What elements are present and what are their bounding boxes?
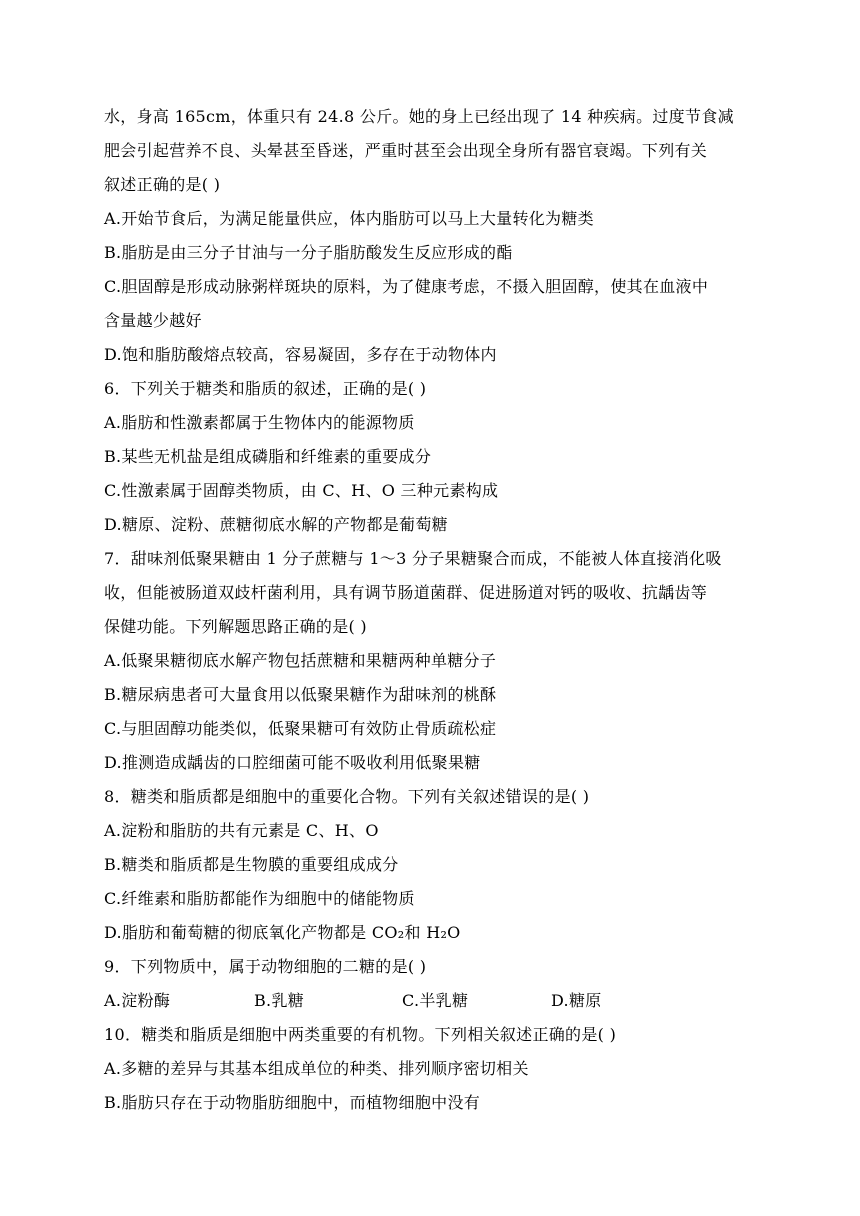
- q5-stem-line-1: 水，身高 165cm，体重只有 24.8 公斤。她的身上已经出现了 14 种疾病。过度节食减: [104, 107, 734, 126]
- q10-option-b: B.脂肪只存在于动物脂肪细胞中，而植物细胞中没有: [104, 1093, 481, 1112]
- q9-options-row: [104, 984, 754, 1018]
- q8-option-d: D.脂肪和葡萄糖的彻底氧化产物都是 CO₂和 H₂O: [104, 923, 461, 942]
- q10-option-a: A.多糖的差异与其基本组成单位的种类、排列顺序密切相关: [104, 1059, 529, 1078]
- q9-option-d: D.糖原: [551, 991, 602, 1010]
- q5-option-b: B.脂肪是由三分子甘油与一分子脂肪酸发生反应形成的酯: [104, 243, 513, 262]
- q7-option-c: C.与胆固醇功能类似，低聚果糖可有效防止骨质疏松症: [104, 719, 497, 738]
- q7-stem-line-1: 7．甜味剂低聚果糖由 1 分子蔗糖与 1～3 分子果糖聚合而成，不能被人体直接消化吸: [104, 549, 722, 568]
- q6-option-a: A.脂肪和性激素都属于生物体内的能源物质: [104, 413, 415, 432]
- q7-stem-line-3: 保健功能。下列解题思路正确的是( ): [104, 617, 367, 636]
- q5-option-d: D.饱和脂肪酸熔点较高，容易凝固，多存在于动物体内: [104, 345, 497, 364]
- q8-stem: 8．糖类和脂质都是细胞中的重要化合物。下列有关叙述错误的是( ): [104, 787, 590, 806]
- q9-option-b: B.乳糖: [254, 991, 305, 1010]
- q5-option-c-line-1: C.胆固醇是形成动脉粥样斑块的原料，为了健康考虑，不摄入胆固醇，使其在血液中: [104, 277, 709, 296]
- q5-option-a: A.开始节食后，为满足能量供应，体内脂肪可以马上大量转化为糖类: [104, 209, 594, 228]
- q9-option-a: A.淀粉酶: [104, 991, 171, 1010]
- q7-option-a: A.低聚果糖彻底水解产物包括蔗糖和果糖两种单糖分子: [104, 651, 497, 670]
- q7-option-b: B.糖尿病患者可大量食用以低聚果糖作为甜味剂的桃酥: [104, 685, 497, 704]
- q7-option-d: D.推测造成龋齿的口腔细菌可能不吸收利用低聚果糖: [104, 753, 481, 772]
- q10-stem: 10．糖类和脂质是细胞中两类重要的有机物。下列相关叙述正确的是( ): [104, 1025, 617, 1044]
- q7-stem-line-2: 收，但能被肠道双歧杆菌利用，具有调节肠道菌群、促进肠道对钙的吸收、抗龋齿等: [104, 583, 708, 602]
- q5-stem-line-3: 叙述正确的是( ): [104, 175, 221, 194]
- q5-option-c-line-2: 含量越少越好: [104, 311, 202, 330]
- q6-option-c: C.性激素属于固醇类物质，由 C、H、O 三种元素构成: [104, 481, 499, 500]
- q5-stem-line-2: 肥会引起营养不良、头晕甚至昏迷，严重时甚至会出现全身所有器官衰竭。下列有关: [104, 141, 708, 160]
- q8-option-a: A.淀粉和脂肪的共有元素是 C、H、O: [104, 821, 379, 840]
- q6-option-b: B.某些无机盐是组成磷脂和纤维素的重要成分: [104, 447, 432, 466]
- q6-stem: 6．下列关于糖类和脂质的叙述，正确的是( ): [104, 379, 427, 398]
- q6-option-d: D.糖原、淀粉、蔗糖彻底水解的产物都是葡萄糖: [104, 515, 448, 534]
- q9-stem: 9．下列物质中，属于动物细胞的二糖的是( ): [104, 957, 427, 976]
- q8-option-c: C.纤维素和脂肪都能作为细胞中的储能物质: [104, 889, 415, 908]
- q8-option-b: B.糖类和脂质都是生物膜的重要组成成分: [104, 855, 399, 874]
- q9-option-c: C.半乳糖: [402, 991, 469, 1010]
- page-content: [104, 100, 754, 1120]
